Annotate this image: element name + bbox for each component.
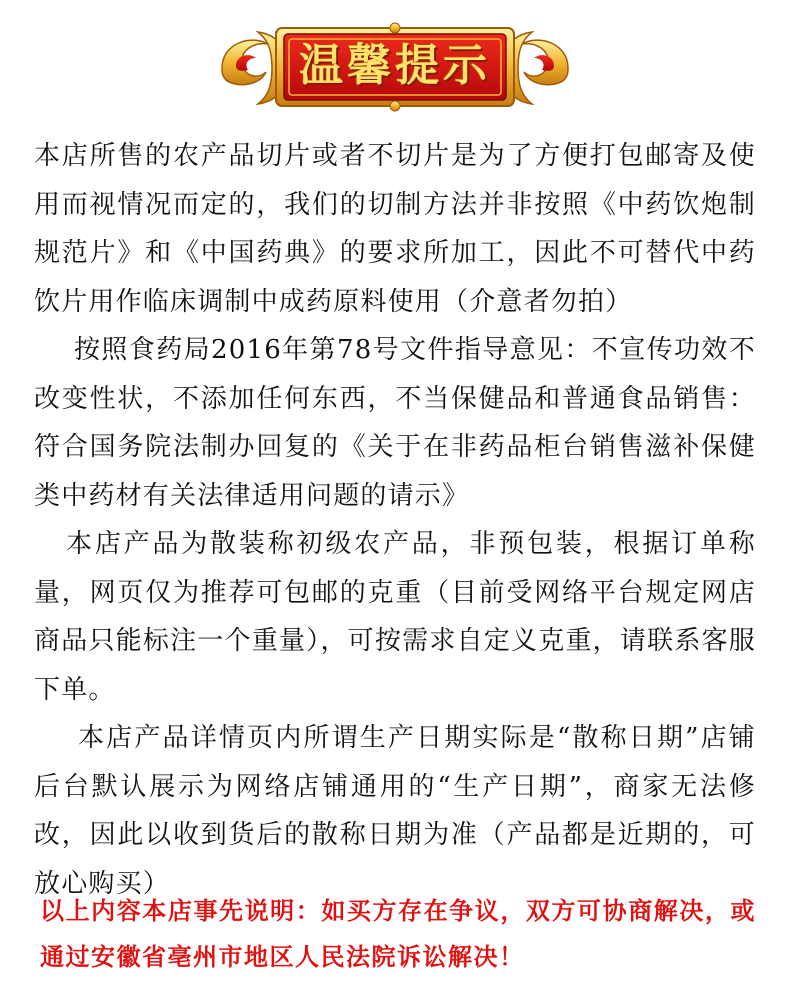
dispute-notice: 以上内容本店事先说明：如买方存在争议，双方可协商解决，或通过安徽省亳州市地区人民法院诉讼解决！ xyxy=(40,896,756,971)
header-banner xyxy=(0,0,790,130)
paragraph-regulation: 按照食药局2016年第78号文件指导意见：不宣传功效不改变性状，不添加任何东西，不当保健品和普通食品销售：符合国务院法制办回复的《关于在非药品柜台销售滋补保健类中药材有关法律适用问题的请示》 xyxy=(34,335,756,511)
notice-content xyxy=(34,132,756,908)
paragraph-bulk-weight: 本店产品为散装称初级农产品，非预包装，根据订单称量，网页仅为推荐可包邮的克重（目前受网络平台规定网店商品只能标注一个重量），可按需求自定义克重，请联系客服下单。 xyxy=(34,529,756,705)
banner-title: 温馨提示 xyxy=(299,40,491,91)
paragraph-production-date: 本店产品详情页内所谓生产日期实际是“散称日期”店铺后台默认展示为网络店铺通用的“生产日期”，商家无法修改，因此以收到货后的散称日期为准（产品都是近期的，可放心购买） xyxy=(34,723,756,899)
paragraph-processing: 本店所售的农产品切片或者不切片是为了方便打包邮寄及使用而视情况而定的，我们的切制方法并非按照《中药饮炮制规范片》和《中国药典》的要求所加工，因此不可替代中药饮片用作临床调制中成药原料使用（介意者勿拍） xyxy=(34,141,756,317)
